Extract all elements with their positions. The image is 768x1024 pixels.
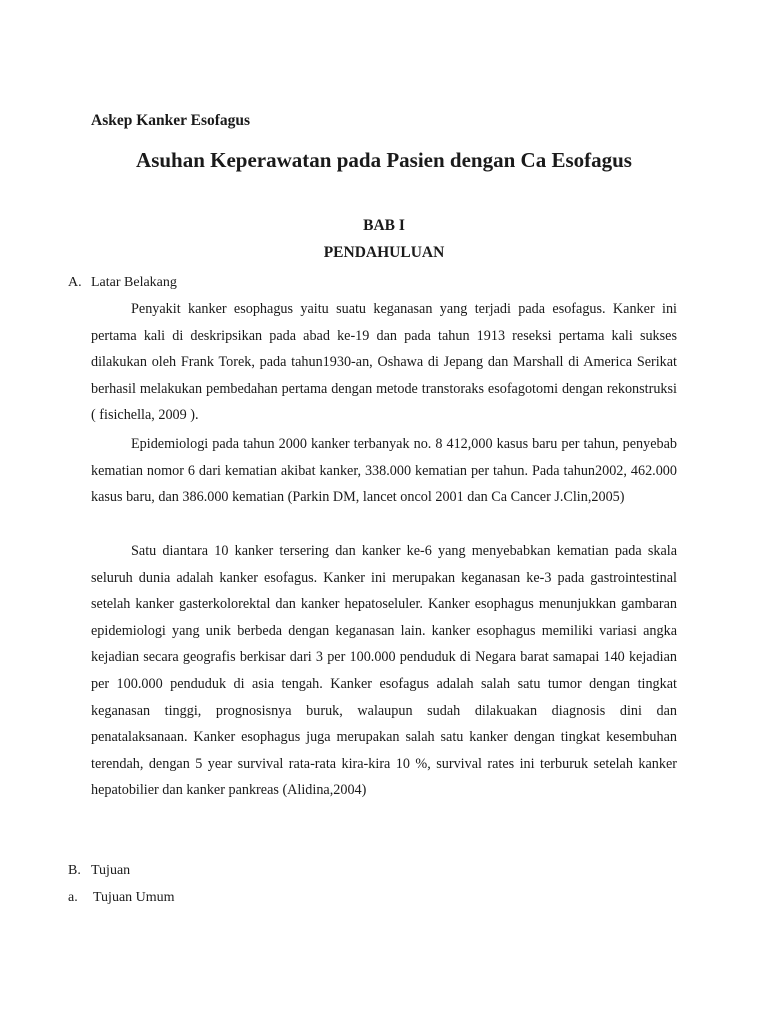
page-title: Asuhan Keperawatan pada Pasien dengan Ca Esofagus — [136, 148, 632, 172]
chapter-title: PENDAHULUAN — [323, 244, 445, 261]
subsection-label: Tujuan Umum — [93, 890, 175, 905]
section-b-heading — [68, 863, 130, 879]
section-label: Latar Belakang — [91, 275, 177, 290]
section-a-heading — [68, 275, 177, 291]
section-marker: B. — [68, 863, 81, 878]
document-heading: Askep Kanker Esofagus — [91, 112, 251, 129]
paragraph-2: Epidemiologi pada tahun 2000 kanker terbanyak no. 8 412,000 kasus baru per tahun, penyebab kematian nomor 6 dari kematian akibat kanker, 338.000 kematian per tahun. Pada tahun2002, 462.000 kasus baru, dan 386.000 kematian (Parkin DM, lancet oncol 2001 dan Ca Cancer J.Clin,2005) — [91, 436, 677, 506]
paragraph-1: Penyakit kanker esophagus yaitu suatu keganasan yang terjadi pada esofagus. Kanker ini pertama kali di deskripsikan pada abad ke-19 dan pada tahun 1913 reseksi pertama kali sukses dilakukan oleh Frank Torek, pada tahun1930-an, Oshawa di Jepang dan Marshall di America Serikat berhasil melakukan pembedahan pertama dengan metode transtoraks esofagotomi dengan rekonstruksi ( fisichella, 2009 ). — [91, 301, 677, 424]
section-marker: A. — [68, 275, 82, 290]
section-label: Tujuan — [91, 863, 131, 878]
subsection-marker: a. — [68, 890, 78, 905]
chapter-number: BAB I — [363, 217, 405, 234]
subsection-a-heading — [68, 890, 175, 906]
paragraph-3: Satu diantara 10 kanker tersering dan kanker ke-6 yang menyebabkan kematian pada skala seluruh dunia adalah kanker esofagus. Kanker ini merupakan keganasan ke-3 pada gastrointestinal setelah kanker gasterkolorektal dan kanker hepatoseluler. Kanker esophagus menunjukkan gambaran epidemiologi yang unik berbeda dengan keganasan lain. kanker esophagus memiliki variasi angka kejadian secara geografis berkisar dari 3 per 100.000 penduduk di Negara barat samapai 140 kejadian per 100.000 penduduk di asia tengah. Kanker esofagus adalah salah satu tumor dengan tingkat keganasan tinggi, prognosisnya buruk, walaupun sudah dilakuakan diagnosis dini dan penatalaksanaan. Kanker esophagus juga merupakan salah satu kanker dengan tingkat kesembuhan terendah, dengan 5 year survival rata-rata kira-kira 10 %, survival rates ini terburuk setelah kanker hepatobilier dan kanker pankreas (Alidina,2004) — [91, 543, 677, 799]
